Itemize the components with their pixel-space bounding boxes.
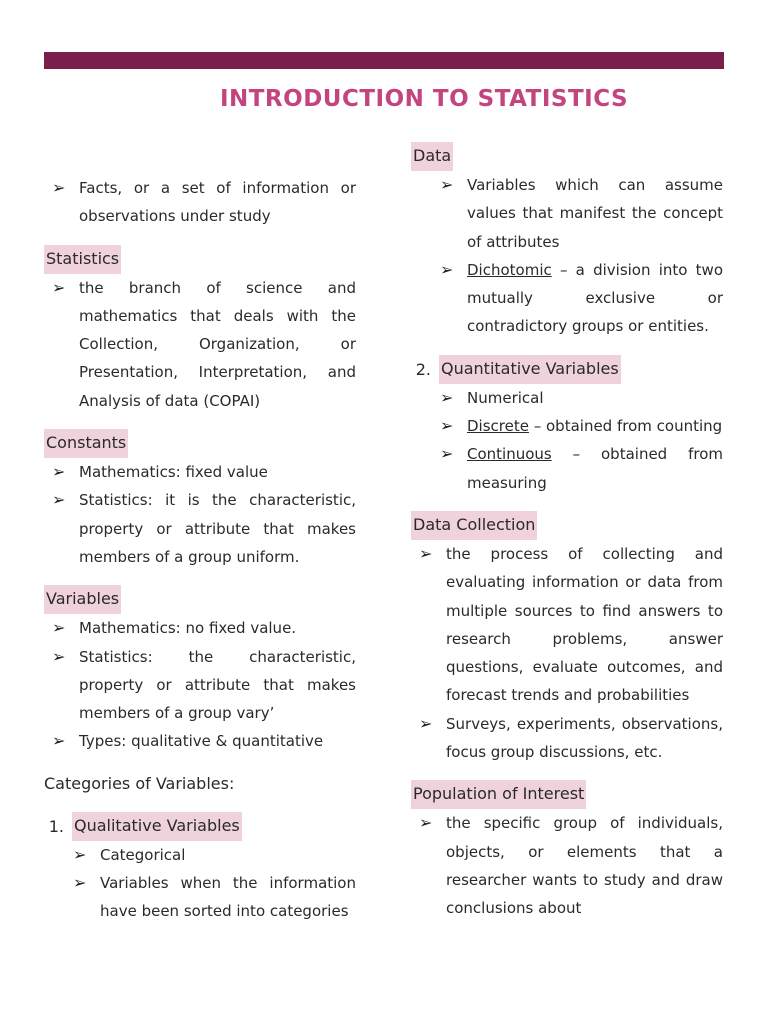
list-item [411, 256, 723, 341]
population-heading: Population of Interest [411, 780, 586, 809]
list-item: ➢ Numerical [411, 384, 723, 412]
quantitative-list [411, 384, 723, 497]
list-item: ➢ Mathematics: fixed value [44, 458, 356, 486]
qualitative-heading: Qualitative Variables [72, 812, 242, 841]
list-item: ➢ Types: qualitative & quantitative [44, 727, 356, 755]
dichotomic-definition: – a division into two mutually exclusive or contradictory groups or entities. [467, 260, 723, 336]
qualitative-list [44, 841, 356, 926]
header-bar [44, 52, 724, 69]
quantitative-heading: Quantitative Variables [439, 355, 621, 384]
data-collection-heading: Data Collection [411, 511, 537, 540]
list-item: ➢ the branch of science and mathematics that deals with the Collection, Organization, or Presentation, Interpretation, and Analysis of data (COPAI) [44, 274, 356, 415]
list-item: ➢ Mathematics: no fixed value. [44, 614, 356, 642]
page-title: INTRODUCTION TO STATISTICS [219, 86, 629, 112]
categories-label: Categories of Variables: [44, 773, 235, 793]
data-heading: Data [411, 142, 453, 171]
variables-heading: Variables [44, 585, 121, 614]
variables-list [44, 614, 356, 755]
list-item: ➢ the specific group of individuals, objects, or elements that a researcher wants to study and draw conclusions about [411, 809, 723, 922]
data-list [411, 171, 723, 341]
list-item: ➢ the process of collecting and evaluating information or data from multiple sources to find answers to research problems, answer questions, evaluate outcomes, and forecast trends and probabilities [411, 540, 723, 710]
left-column [44, 142, 356, 940]
item-number: 1. [48, 816, 64, 836]
qualitative-title [44, 812, 356, 841]
list-item: ➢ Variables when the information have been sorted into categories [44, 869, 356, 926]
continuous-term: Continuous [467, 445, 552, 464]
list-item: ➢ Facts, or a set of information or observations under study [44, 174, 356, 231]
list-item [411, 440, 723, 497]
population-list [411, 809, 723, 922]
constants-heading: Constants [44, 429, 128, 458]
right-column [411, 142, 723, 937]
statistics-list [44, 274, 356, 415]
list-item: ➢ Statistics: it is the characteristic, property or attribute that makes members of a group uniform. [44, 486, 356, 571]
discrete-term: Discrete [467, 417, 529, 436]
list-item: ➢ Statistics: the characteristic, property or attribute that makes members of a group vary’ [44, 643, 356, 728]
dichotomic-term: Dichotomic [467, 260, 552, 279]
list-item [411, 412, 723, 440]
list-item: ➢ Categorical [44, 841, 356, 869]
data-collection-list [411, 540, 723, 766]
item-number: 2. [415, 359, 431, 379]
list-item: ➢ Surveys, experiments, observations, focus group discussions, etc. [411, 710, 723, 767]
discrete-definition: – obtained from counting [528, 417, 723, 436]
list-item: ➢ Variables which can assume values that manifest the concept of attributes [411, 171, 723, 256]
statistics-heading: Statistics [44, 245, 121, 274]
quantitative-title [411, 355, 723, 384]
continuous-definition: – obtained from measuring [467, 445, 723, 492]
constants-list [44, 458, 356, 571]
intro-list [44, 174, 356, 231]
